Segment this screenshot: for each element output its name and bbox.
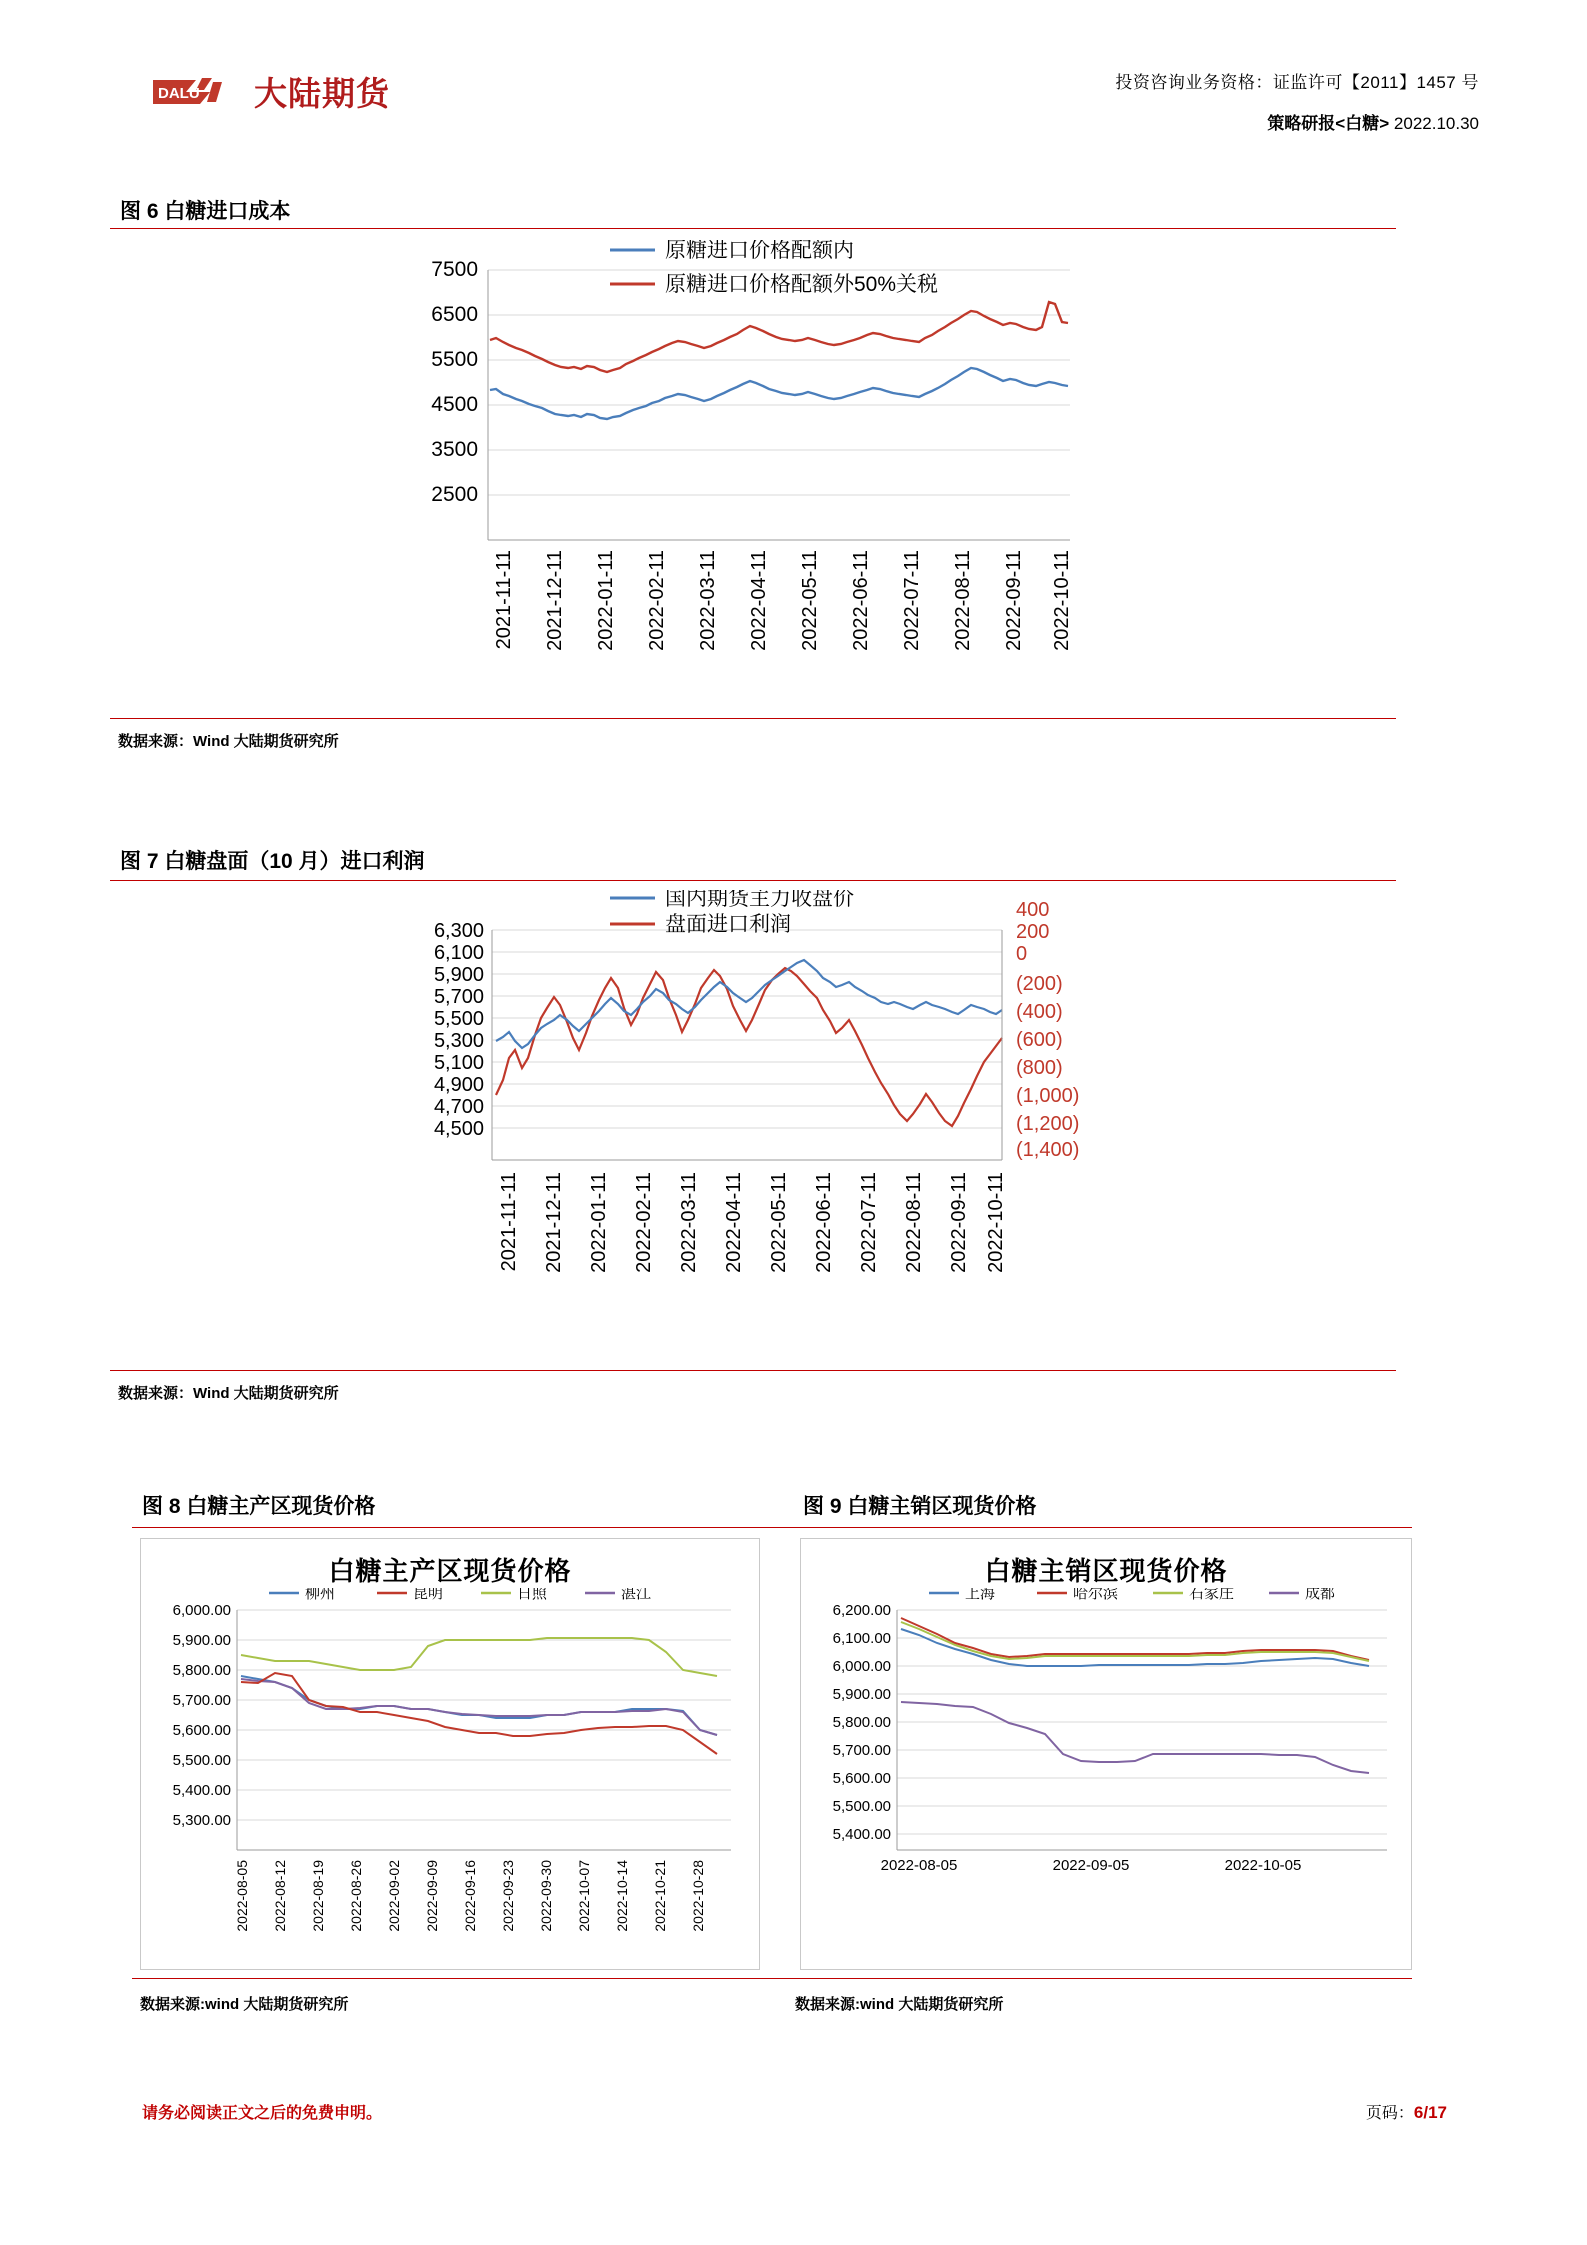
- fig6-xtick-3: 2022-02-11: [646, 550, 668, 651]
- fig7-ytick-6100: 6,100: [433, 942, 484, 964]
- fig8-ytick-5300: 5,300.00: [172, 1812, 231, 1829]
- fig7-y2tick-n200: (200): [1016, 973, 1063, 995]
- fig6-ytick-2500: 2500: [431, 483, 478, 506]
- figure-7-chart: [370, 890, 1150, 1370]
- fig8-xtick-10: 2022-10-14: [614, 1860, 630, 1932]
- fig9-xtick-0: 2022-08-05: [880, 1857, 958, 1874]
- figure-6-title: 图 6 白糖进口成本: [120, 200, 291, 223]
- fig9-xtick-2: 2022-10-05: [1224, 1857, 1302, 1874]
- fig7-y2tick-n800: (800): [1016, 1057, 1063, 1079]
- footer-disclaimer: 请务必阅读正文之后的免费申明。: [142, 2105, 383, 2122]
- fig6-xtick-4: 2022-03-11: [697, 550, 719, 651]
- fig9-legend-3: 成都: [1305, 1588, 1336, 1602]
- fig8-ytick-5700: 5,700.00: [172, 1692, 231, 1709]
- figure-6-source: 数据来源：Wind 大陆期货研究所: [118, 733, 339, 750]
- fig6-ytick-3500: 3500: [431, 438, 478, 461]
- fig7-y2tick-n600: (600): [1016, 1029, 1063, 1051]
- fig9-ytick-5600: 5,600.00: [832, 1770, 891, 1787]
- fig6-ytick-6500: 6500: [431, 303, 478, 326]
- fig9-ytick-5700: 5,700.00: [832, 1742, 891, 1759]
- fig7-xtick-7: 2022-06-11: [813, 1172, 835, 1273]
- header-meta: [1115, 68, 1479, 134]
- fig9-legend-0: 上海: [965, 1588, 996, 1602]
- fig7-xtick-5: 2022-04-11: [723, 1172, 745, 1273]
- fig6-legend-1: 原糖进口价格配额外50%关税: [665, 273, 939, 296]
- fig9-ytick-5500: 5,500.00: [832, 1798, 891, 1815]
- fig9-ytick-6200: 6,200.00: [832, 1602, 891, 1619]
- fig8-xtick-3: 2022-08-26: [348, 1860, 364, 1932]
- fig8-xtick-5: 2022-09-09: [424, 1860, 440, 1932]
- report-label: 策略研报<白糖>: [1267, 114, 1390, 133]
- fig8-ytick-5400: 5,400.00: [172, 1782, 231, 1799]
- fig8-xtick-7: 2022-09-23: [500, 1860, 516, 1932]
- fig7-xtick-6: 2022-05-11: [768, 1172, 790, 1273]
- figures-89-rule-bottom: [132, 1978, 1412, 1979]
- figure-6-chart: [370, 240, 1150, 710]
- fig8-xtick-6: 2022-09-16: [462, 1860, 478, 1932]
- fig6-xtick-0: 2021-11-11: [493, 550, 515, 650]
- fig7-y2tick-n1000: (1,000): [1016, 1085, 1080, 1107]
- fig7-y2tick-200: 200: [1016, 921, 1050, 943]
- page-header: [0, 60, 1587, 140]
- figure-9-source: 数据来源:wind 大陆期货研究所: [795, 1996, 1004, 2013]
- fig8-xtick-9: 2022-10-07: [576, 1860, 592, 1932]
- fig6-ytick-5500: 5500: [431, 348, 478, 371]
- fig9-xtick-1: 2022-09-05: [1052, 1857, 1130, 1874]
- figure-7-rule-top: [110, 880, 1396, 881]
- figure-9-inner-title: 白糖主销区现货价格: [984, 1557, 1228, 1587]
- fig7-ytick-6300: 6,300: [433, 920, 484, 942]
- dalu-logo-icon: [150, 72, 246, 112]
- fig6-xtick-9: 2022-08-11: [952, 550, 974, 651]
- svg-text:DALU: DALU: [158, 84, 200, 102]
- fig7-y2tick-n400: (400): [1016, 1001, 1063, 1023]
- fig6-xtick-11: 2022-10-11: [1051, 550, 1073, 651]
- page-number: 6/17: [1413, 2103, 1447, 2122]
- fig7-ytick-5500: 5,500: [433, 1008, 484, 1030]
- fig6-xtick-6: 2022-05-11: [799, 550, 821, 651]
- fig8-ytick-5900: 5,900.00: [172, 1632, 231, 1649]
- figure-7-rule-bottom: [110, 1370, 1396, 1371]
- page-label: 页码：: [1365, 2105, 1414, 2122]
- brand-logo: [150, 68, 390, 115]
- fig7-xtick-11: 2022-10-11: [985, 1172, 1007, 1273]
- fig9-ytick-5900: 5,900.00: [832, 1686, 891, 1703]
- fig7-legend-0: 国内期货主力收盘价: [665, 890, 854, 910]
- fig8-xtick-2: 2022-08-19: [310, 1860, 326, 1932]
- figure-8-source: 数据来源:wind 大陆期货研究所: [140, 1996, 349, 2013]
- fig6-legend-0: 原糖进口价格配额内: [665, 240, 854, 262]
- fig7-xtick-9: 2022-08-11: [903, 1172, 925, 1273]
- fig7-y2tick-400: 400: [1016, 899, 1050, 921]
- fig7-y2tick-0: 0: [1016, 943, 1028, 965]
- fig7-xtick-0: 2021-11-11: [498, 1172, 520, 1272]
- fig8-legend-2: 日照: [517, 1588, 548, 1602]
- report-meta: [1115, 109, 1479, 134]
- fig8-legend-0: 柳州: [305, 1588, 336, 1602]
- fig7-ytick-5900: 5,900: [433, 964, 484, 986]
- fig6-xtick-7: 2022-06-11: [850, 550, 872, 651]
- fig7-xtick-4: 2022-03-11: [678, 1172, 700, 1273]
- fig8-legend-3: 湛江: [621, 1588, 652, 1602]
- fig7-ytick-5700: 5,700: [433, 986, 484, 1008]
- fig6-xtick-10: 2022-09-11: [1003, 550, 1025, 651]
- fig8-legend-1: 昆明: [413, 1588, 444, 1602]
- fig8-xtick-0: 2022-08-05: [234, 1860, 250, 1932]
- figure-9-chart: [800, 1538, 1412, 1970]
- fig6-xtick-8: 2022-07-11: [901, 550, 923, 651]
- fig6-ytick-7500: 7500: [431, 258, 478, 281]
- fig8-ytick-5600: 5,600.00: [172, 1722, 231, 1739]
- figure-8-inner-title: 白糖主产区现货价格: [328, 1557, 572, 1587]
- fig7-xtick-1: 2021-12-11: [543, 1172, 565, 1273]
- figure-8-title: 图 8 白糖主产区现货价格: [142, 1495, 376, 1518]
- fig6-ytick-4500: 4500: [431, 393, 478, 416]
- fig7-xtick-10: 2022-09-11: [948, 1172, 970, 1273]
- fig9-ytick-5400: 5,400.00: [832, 1826, 891, 1843]
- fig7-ytick-4900: 4,900: [433, 1074, 484, 1096]
- fig7-xtick-3: 2022-02-11: [633, 1172, 655, 1273]
- figure-7-source: 数据来源：Wind 大陆期货研究所: [118, 1385, 339, 1402]
- fig8-ytick-5800: 5,800.00: [172, 1662, 231, 1679]
- fig8-ytick-5500: 5,500.00: [172, 1752, 231, 1769]
- figure-8-chart: [140, 1538, 760, 1970]
- report-date: 2022.10.30: [1393, 114, 1479, 133]
- fig9-ytick-5800: 5,800.00: [832, 1714, 891, 1731]
- fig8-ytick-6000: 6,000.00: [172, 1602, 231, 1619]
- fig7-ytick-4700: 4,700: [433, 1096, 484, 1118]
- fig8-xtick-4: 2022-09-02: [386, 1860, 402, 1932]
- fig7-xtick-8: 2022-07-11: [858, 1172, 880, 1273]
- fig9-ytick-6100: 6,100.00: [832, 1630, 891, 1647]
- fig6-xtick-1: 2021-12-11: [544, 550, 566, 651]
- fig8-xtick-11: 2022-10-21: [652, 1860, 668, 1932]
- fig6-xtick-2: 2022-01-11: [595, 550, 617, 651]
- figure-7-title: 图 7 白糖盘面（10 月）进口利润: [120, 850, 425, 873]
- brand-name: 大陆期货: [254, 75, 390, 112]
- figures-89-rule-top: [132, 1527, 1412, 1528]
- fig7-ytick-4500: 4,500: [433, 1118, 484, 1140]
- fig7-legend-1: 盘面进口利润: [665, 913, 791, 936]
- fig8-xtick-1: 2022-08-12: [272, 1860, 288, 1932]
- footer-page-indicator: [1366, 2100, 1447, 2123]
- fig7-y2tick-n1200: (1,200): [1016, 1113, 1080, 1135]
- fig7-xtick-2: 2022-01-11: [588, 1172, 610, 1273]
- figure-9-title: 图 9 白糖主销区现货价格: [803, 1495, 1037, 1518]
- fig7-ytick-5100: 5,100: [433, 1052, 484, 1074]
- fig8-xtick-12: 2022-10-28: [690, 1860, 706, 1932]
- figure-6-rule-bottom: [110, 718, 1396, 719]
- qualification-text: 投资咨询业务资格：证监许可【2011】1457 号: [1115, 73, 1479, 92]
- fig7-ytick-5300: 5,300: [433, 1030, 484, 1052]
- fig8-xtick-8: 2022-09-30: [538, 1860, 554, 1932]
- fig9-legend-1: 哈尔滨: [1073, 1588, 1119, 1602]
- fig9-ytick-6000: 6,000.00: [832, 1658, 891, 1675]
- fig7-y2tick-n1400: (1,400): [1016, 1139, 1080, 1161]
- figure-6-rule-top: [110, 228, 1396, 229]
- fig9-legend-2: 石家庄: [1189, 1588, 1235, 1602]
- fig6-xtick-5: 2022-04-11: [748, 550, 770, 651]
